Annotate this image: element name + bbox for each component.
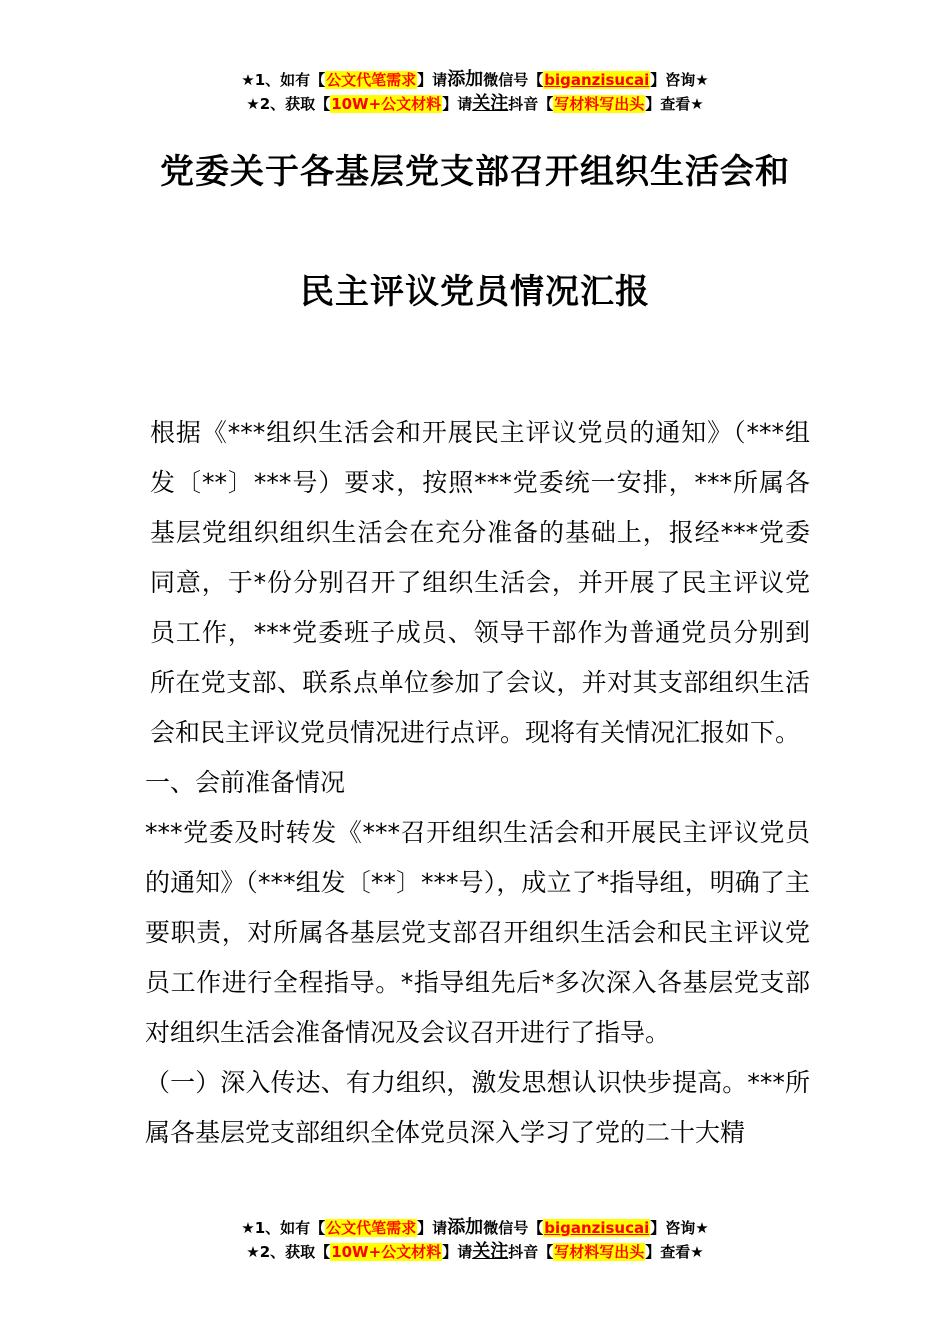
banner-text: 抖音【 bbox=[508, 95, 554, 113]
banner-text: ★1、如有【 bbox=[241, 71, 326, 89]
document-body bbox=[145, 408, 810, 1158]
section-heading: 一、会前准备情况 bbox=[145, 768, 346, 797]
banner-text: ★1、如有【 bbox=[241, 1219, 326, 1237]
banner-text: 】请 bbox=[417, 1219, 448, 1237]
document-title-line-1: 党委关于各基层党支部召开组织生活会和 bbox=[160, 152, 790, 192]
wechat-id-highlight: biganzisucai bbox=[544, 71, 650, 89]
banner-text: 微信号【 bbox=[483, 1219, 544, 1237]
paragraph-intro: 根据《***组织生活会和开展民主评议党员的通知》（***组发〔**〕***号）要求，按照***党委统一安排，***所属各基层党组织组织生活会在充分准备的基础上，报经***党委同意，于*份分别召开了组织生活会，并开展了民主评议党员工作，***党委班子成员、领导干部作为普通党员分别到所在党支部、联系点单位参加了会议，并对其支部组织生活会和民主评议党员情况进行点评。现将有关情况汇报如下。 bbox=[150, 418, 810, 747]
banner-text: ★2、获取【 bbox=[246, 1243, 331, 1261]
banner-line-2 bbox=[0, 1240, 950, 1264]
footer-banner bbox=[0, 1216, 950, 1264]
douyin-highlight: 写材料写出头 bbox=[554, 95, 645, 113]
wechat-id-highlight: biganzisucai bbox=[544, 1219, 650, 1237]
banner-emphasis: 关注 bbox=[472, 93, 509, 114]
banner-emphasis: 添加 bbox=[447, 1217, 484, 1238]
banner-text: 】请 bbox=[442, 1243, 473, 1261]
paragraph-preparation: ***党委及时转发《***召开组织生活会和开展民主评议党员的通知》（***组发〔**〕***号），成立了*指导组，明确了主要职责，对所属各基层党支部召开组织生活会和民主评议党员工作进行全程指导。*指导组先后*多次深入各基层党支部对组织生活会准备情况及会议召开进行了指导。 bbox=[145, 818, 810, 1047]
banner-text: 】咨询★ bbox=[650, 71, 709, 89]
banner-emphasis: 关注 bbox=[472, 1241, 509, 1262]
banner-text: ★2、获取【 bbox=[246, 95, 331, 113]
banner-text: 】咨询★ bbox=[650, 1219, 709, 1237]
banner-line-1 bbox=[0, 68, 950, 92]
banner-text: 微信号【 bbox=[483, 71, 544, 89]
ghostwriting-highlight: 公文代笔需求 bbox=[326, 1219, 417, 1237]
ghostwriting-highlight: 公文代笔需求 bbox=[326, 71, 417, 89]
paragraph-subsection-1: （一）深入传达、有力组织，激发思想认识快步提高。***所属各基层党支部组织全体党员深入学习了党的二十大精 bbox=[145, 1068, 810, 1147]
banner-text: 抖音【 bbox=[508, 1243, 554, 1261]
banner-text: 】请 bbox=[442, 95, 473, 113]
material-highlight: 10W+公文材料 bbox=[331, 1243, 442, 1261]
header-banner bbox=[0, 68, 950, 116]
material-highlight: 10W+公文材料 bbox=[331, 95, 442, 113]
banner-text: 】查看★ bbox=[645, 95, 704, 113]
banner-line-2 bbox=[0, 92, 950, 116]
banner-text: 】请 bbox=[417, 71, 448, 89]
banner-emphasis: 添加 bbox=[447, 69, 484, 90]
banner-line-1 bbox=[0, 1216, 950, 1240]
banner-text: 】查看★ bbox=[645, 1243, 704, 1261]
document-title-line-2: 民主评议党员情况汇报 bbox=[300, 272, 650, 312]
douyin-highlight: 写材料写出头 bbox=[554, 1243, 645, 1261]
